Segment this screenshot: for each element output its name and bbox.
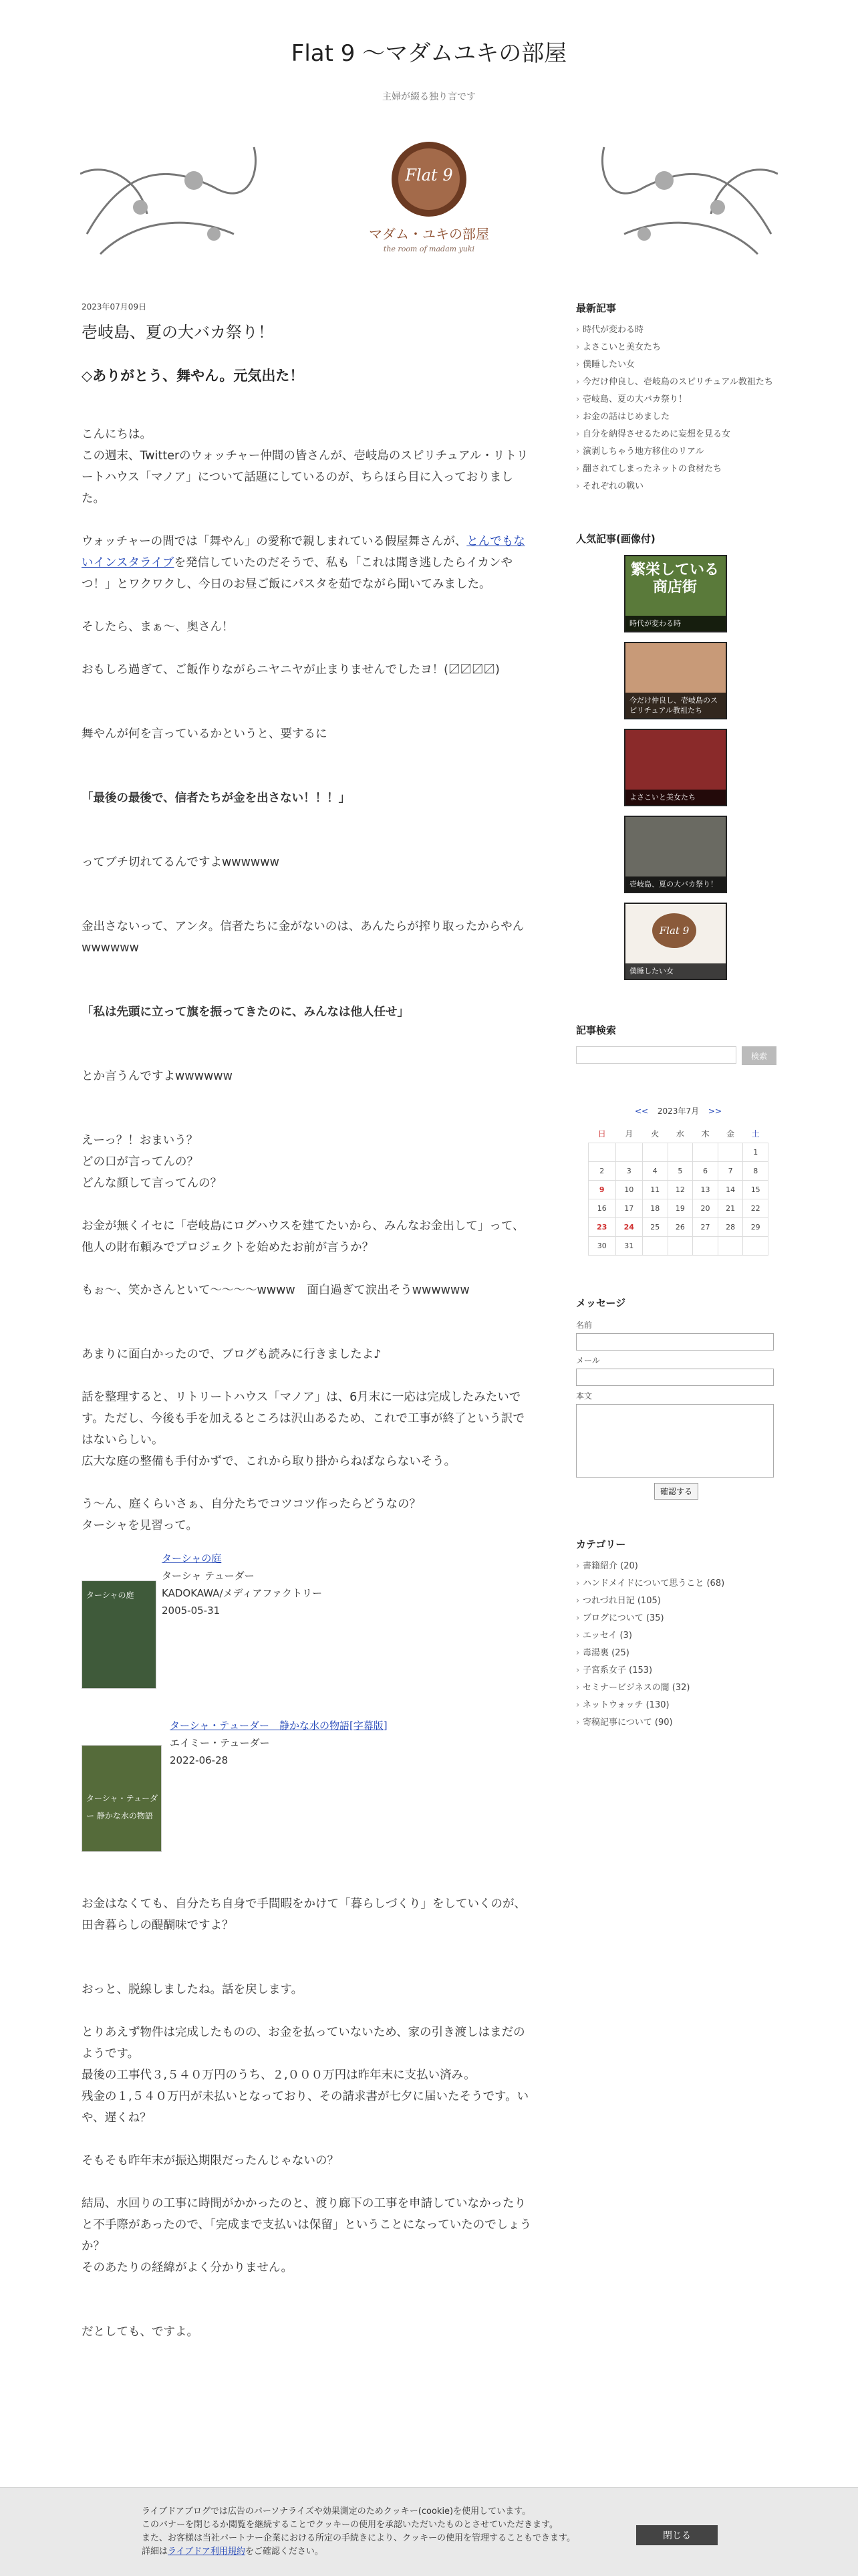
recent-post-item[interactable]: › 僕睡したい女 — [576, 359, 776, 371]
calendar-day — [693, 1143, 718, 1162]
weekday-label: 火 — [651, 1129, 660, 1139]
calendar-day: 27 — [693, 1218, 718, 1237]
banner-logo-text: Flat 9 — [405, 166, 453, 185]
message-name-input[interactable] — [576, 1333, 774, 1351]
recent-post-item[interactable]: › 演剥しちゃう地方移住のリアル — [576, 446, 776, 458]
paragraph: 残金の１,５４０万円が未払いとなっており、その請求書が七夕に届いたそうです。いや、遅くね？ — [82, 2090, 529, 2125]
calendar-day — [615, 1143, 643, 1162]
site-title[interactable]: Flat 9 〜マダムユキの部屋 — [291, 40, 567, 67]
calendar-day: 6 — [693, 1162, 718, 1181]
calendar-day: 1 — [743, 1143, 768, 1162]
paragraph: だとしても、ですよ。 — [82, 2325, 198, 2339]
calendar-day[interactable]: 24 — [615, 1218, 643, 1237]
category-item[interactable]: › 書籍紹介 (20) — [576, 1560, 776, 1572]
search-title: 記事検索 — [576, 1024, 617, 1036]
calendar-day: 20 — [693, 1199, 718, 1218]
popular-posts — [624, 555, 776, 980]
paragraph: 最後の工事代３,５４０万円のうち、２,０００万円は昨年末に支払い済み。 — [82, 2069, 476, 2082]
paragraph: もぉ〜、笑かさんといて〜〜〜〜wwww 面白過ぎて涙出そうwwwwww — [82, 1284, 470, 1297]
terms-link[interactable]: ライブドア利用規約 — [168, 2547, 245, 2557]
book-cover-tasha-garden[interactable]: ターシャの庭 — [82, 1580, 156, 1689]
calendar-month: 2023年7月 — [657, 1106, 700, 1116]
calendar-day: 4 — [643, 1162, 668, 1181]
calendar-day — [668, 1143, 693, 1162]
book-date: 2022-06-28 — [170, 1754, 229, 1766]
paragraph: そのあたりの経緯がよく分かりません。 — [82, 2261, 293, 2274]
recent-post-item[interactable]: › よさこいと美女たち — [576, 342, 776, 354]
message-mail-input[interactable] — [576, 1369, 774, 1386]
calendar-day: 2 — [589, 1162, 616, 1181]
calendar-prev-link[interactable]: << — [634, 1106, 649, 1116]
calendar-day — [718, 1143, 743, 1162]
message-body-label: 本文 — [576, 1391, 593, 1401]
paragraph: おもしろ過ぎて、ご飯作りながらニヤニヤが止まりませんでしたヨ！(〼〼〼〼) — [82, 663, 500, 677]
calendar-day: 12 — [668, 1181, 693, 1199]
category-list — [576, 1560, 776, 1729]
message-title: メッセージ — [576, 1297, 626, 1309]
cookie-close-button[interactable]: 閉じる — [636, 2525, 718, 2545]
banner-tagline: the room of madam yuki — [383, 245, 475, 253]
paragraph: あまりに面白かったので、ブログも読みに行きましたよ♪ — [82, 1348, 382, 1361]
search-button[interactable]: 検索 — [742, 1046, 776, 1065]
book-card — [82, 1550, 536, 1689]
calendar-day: 13 — [693, 1181, 718, 1199]
calendar-day: 11 — [643, 1181, 668, 1199]
recent-posts-title: 最新記事 — [576, 302, 617, 314]
calendar-day: 17 — [615, 1199, 643, 1218]
popular-post-thumb[interactable]: 繁栄している商店街 時代が変わる時 — [624, 555, 727, 632]
recent-post-item[interactable]: › 翻されてしまったネットの食材たち — [576, 463, 776, 475]
paragraph: こんにちは。 — [82, 428, 152, 441]
calendar-grid — [588, 1125, 768, 1256]
paragraph: どんな顔して言ってんの？ — [82, 1177, 222, 1190]
search-form — [576, 1046, 776, 1065]
category-item[interactable]: › ブログについて (35) — [576, 1613, 776, 1625]
paragraph: お金はなくても、自分たち自身で手間暇をかけて「暮らしづくり」をしていくのが、田舎暮らしの醍醐味ですよ？ — [82, 1897, 526, 1932]
calendar-day: 29 — [743, 1218, 768, 1237]
book-cover-tasha-water[interactable]: ターシャ・テューダー 静かな水の物語 — [82, 1745, 162, 1852]
calendar-day: 30 — [589, 1237, 616, 1256]
popular-post-thumb[interactable]: Flat 9 僕睡したい女 — [624, 903, 727, 980]
recent-post-item[interactable]: › それぞれの戦い — [576, 481, 776, 493]
article — [82, 301, 536, 2343]
calendar — [588, 1105, 768, 1256]
calendar-day: 16 — [589, 1199, 616, 1218]
message-form — [576, 1319, 776, 1500]
calendar-day — [743, 1237, 768, 1256]
recent-post-item[interactable]: › 壱岐島、夏の大バカ祭り！ — [576, 394, 776, 406]
category-title: カテゴリー — [576, 1538, 626, 1550]
paragraph: ってブチ切れてるんですよwwwwww — [82, 856, 279, 869]
calendar-day — [718, 1237, 743, 1256]
paragraph: そしたら、まぁ〜、奥さん！ — [82, 620, 234, 634]
post-heading: ◇ありがとう、舞やん。元気出た！ — [82, 368, 304, 384]
instalive-link[interactable]: とんでもないインスタライブ — [82, 535, 525, 570]
category-item[interactable]: › 寄稿記事について (90) — [576, 1717, 776, 1729]
paragraph: お金が無くイセに「壱岐島にログハウスを建てたいから、みんなお金出して」って、他人の財布頼みでプロジェクトを始めたお前が言うか？ — [82, 1219, 525, 1254]
category-item[interactable]: › セミナービジネスの闇 (32) — [576, 1682, 776, 1694]
calendar-day: 26 — [668, 1218, 693, 1237]
category-item[interactable]: › 子宮系女子 (153) — [576, 1665, 776, 1677]
book-author: エイミー・テューダー — [170, 1737, 270, 1749]
recent-post-item[interactable]: › お金の話はじめました — [576, 411, 776, 423]
calendar-day: 19 — [668, 1199, 693, 1218]
calendar-day: 18 — [643, 1199, 668, 1218]
calendar-day: 28 — [718, 1218, 743, 1237]
calendar-day[interactable]: 23 — [589, 1218, 616, 1237]
cookie-banner — [0, 2487, 858, 2576]
quote: 「私は先頭に立って旗を振ってきたのに、みんなは他人任せ」 — [82, 1006, 409, 1019]
weekday-label: 月 — [625, 1129, 633, 1139]
weekday-label: 日 — [597, 1129, 606, 1139]
category-item[interactable]: › つれづれ日記 (105) — [576, 1595, 776, 1607]
calendar-day: 3 — [615, 1162, 643, 1181]
calendar-days — [589, 1143, 768, 1256]
post-title[interactable]: 壱岐島、夏の大バカ祭り！ — [82, 323, 274, 342]
weekday-label: 土 — [751, 1129, 760, 1139]
recent-posts-list — [576, 324, 776, 493]
category-item[interactable]: › 毒湯裏 (25) — [576, 1647, 776, 1659]
paragraph: どの口が言ってんの？ — [82, 1155, 198, 1169]
message-name-label: 名前 — [576, 1320, 593, 1330]
category-item[interactable]: › エッセイ (3) — [576, 1630, 776, 1642]
book-publisher: KADOKAWA/メディアファクトリー — [162, 1587, 323, 1599]
calendar-day: 21 — [718, 1199, 743, 1218]
message-body-input[interactable] — [576, 1404, 774, 1478]
calendar-day — [589, 1143, 616, 1162]
paragraph: おっと、脱線しましたね。話を戻します。 — [82, 1983, 303, 1996]
category-item[interactable]: › ハンドメイドについて思うこと (68) — [576, 1578, 776, 1590]
paragraph: とか言うんですよwwwwww — [82, 1070, 233, 1083]
paragraph: とりあえず物件は完成したものの、お金を払っていないため、家の引き渡しはまだのようです。 — [82, 2026, 525, 2061]
calendar-day: 31 — [615, 1237, 643, 1256]
cookie-text: ライブドアブログでは広告のパーソナライズや効果測定のためクッキー(cookie)を使用しています。 このバナーを閉じるか閲覧を継続することでクッキーの使用を承認いただいたものとさせていただきます。 また、お客様は当社パートナー企業における所定の手続きにより、クッキーの使用を管理することもできます。 詳細はライブドア利用規約をご確認ください。 — [142, 2506, 575, 2557]
paragraph: この週末、Twitterのウォッチャー仲間の皆さんが、壱岐島のスピリチュアル・リトリートハウス「マノア」について話題にしているのが、ちらほら目に入っておりました。 — [82, 449, 529, 505]
post-date: 2023年07月09日 — [82, 302, 147, 312]
calendar-day: 14 — [718, 1181, 743, 1199]
book-author: ターシャ テューダー — [162, 1570, 255, 1582]
calendar-day: 5 — [668, 1162, 693, 1181]
calendar-day: 15 — [743, 1181, 768, 1199]
calendar-day[interactable]: 9 — [589, 1181, 616, 1199]
popular-post-thumb[interactable]: 今だけ仲良し、壱岐島のスピリチュアル教祖たち — [624, 642, 727, 719]
popular-post-thumb[interactable]: よさこいと美女たち — [624, 729, 727, 806]
message-confirm-button[interactable]: 確認する — [654, 1483, 698, 1500]
calendar-day: 7 — [718, 1162, 743, 1181]
quote: 「最後の最後で、信者たちが金を出さない！！！」 — [82, 792, 351, 805]
recent-post-item[interactable]: › 時代が変わる時 — [576, 324, 776, 336]
calendar-next-link[interactable]: >> — [708, 1106, 722, 1116]
paragraph: 話を整理すると、リトリートハウス「マノア」は、6月末に一応は完成したみたいです。ただし、今後も手を加えるところは沢山あるため、これで工事が終了という訳ではないらしい。 — [82, 1391, 525, 1447]
paragraph: 結局、水回りの工事に時間がかかったのと、渡り廊下の工事を申請していなかったりと不手際があったので、「完成まで支払いは保留」ということになっていたのでしょうか？ — [82, 2197, 532, 2253]
paragraph: ウォッチャーの間では「舞やん」の愛称で親しまれている假屋舞さんが、とんでもないインスタライブを発信していたのだそうで、私も「これは聞き逃したらイカンやつ！」とワクワクし、今日のお昼ご飯にパスタを茹でながら聞いてみました。 — [82, 535, 525, 591]
sidebar — [576, 301, 776, 1734]
weekday-label: 木 — [701, 1129, 710, 1139]
popular-posts-title: 人気記事(画像付) — [576, 533, 656, 545]
banner-name: マダム・ユキの部屋 — [369, 226, 489, 242]
paragraph: そもそも昨年末が振込期限だったんじゃないの？ — [82, 2154, 339, 2168]
popular-post-thumb[interactable]: 壱岐島、夏の大バカ祭り！ — [624, 816, 727, 893]
book-card — [82, 1717, 536, 1852]
paragraph: 広大な庭の整備も手付かずで、これから取り掛からねばならないそう。 — [82, 1455, 456, 1468]
category-item[interactable]: › ネットウォッチ (130) — [576, 1700, 776, 1712]
paragraph: ターシャを見習って。 — [82, 1519, 198, 1532]
calendar-day: 10 — [615, 1181, 643, 1199]
weekday-label: 水 — [676, 1129, 684, 1139]
weekday-label: 金 — [726, 1129, 735, 1139]
header-banner[interactable] — [80, 134, 778, 267]
calendar-day — [643, 1237, 668, 1256]
paragraph: う〜ん、庭くらいさぁ、自分たちでコツコツ作ったらどうなの？ — [82, 1498, 422, 1511]
paragraph: 舞やんが何を言っているかというと、要するに — [82, 727, 327, 741]
book-link[interactable]: ターシャ・テューダー 静かな水の物語[字幕版] — [170, 1720, 388, 1732]
calendar-day: 8 — [743, 1162, 768, 1181]
search-input[interactable] — [576, 1046, 736, 1064]
calendar-day — [643, 1143, 668, 1162]
paragraph: えーっ？！おまいう？ — [82, 1134, 198, 1147]
paragraph: 金出さないって、アンタ。信者たちに金がないのは、あんたらが搾り取ったからやんwwwwww — [82, 920, 525, 955]
calendar-day: 22 — [743, 1199, 768, 1218]
book-date: 2005-05-31 — [162, 1605, 221, 1617]
calendar-day: 25 — [643, 1218, 668, 1237]
message-mail-label: メール — [576, 1356, 600, 1365]
book-link[interactable]: ターシャの庭 — [162, 1552, 222, 1564]
calendar-day — [693, 1237, 718, 1256]
site-subtitle: 主婦が綴る独り言です — [382, 92, 476, 102]
recent-post-item[interactable]: › 今だけ仲良し、壱岐島のスピリチュアル教祖たち — [576, 376, 776, 388]
recent-post-item[interactable]: › 自分を納得させるために妄想を見る女 — [576, 429, 776, 441]
calendar-day — [668, 1237, 693, 1256]
